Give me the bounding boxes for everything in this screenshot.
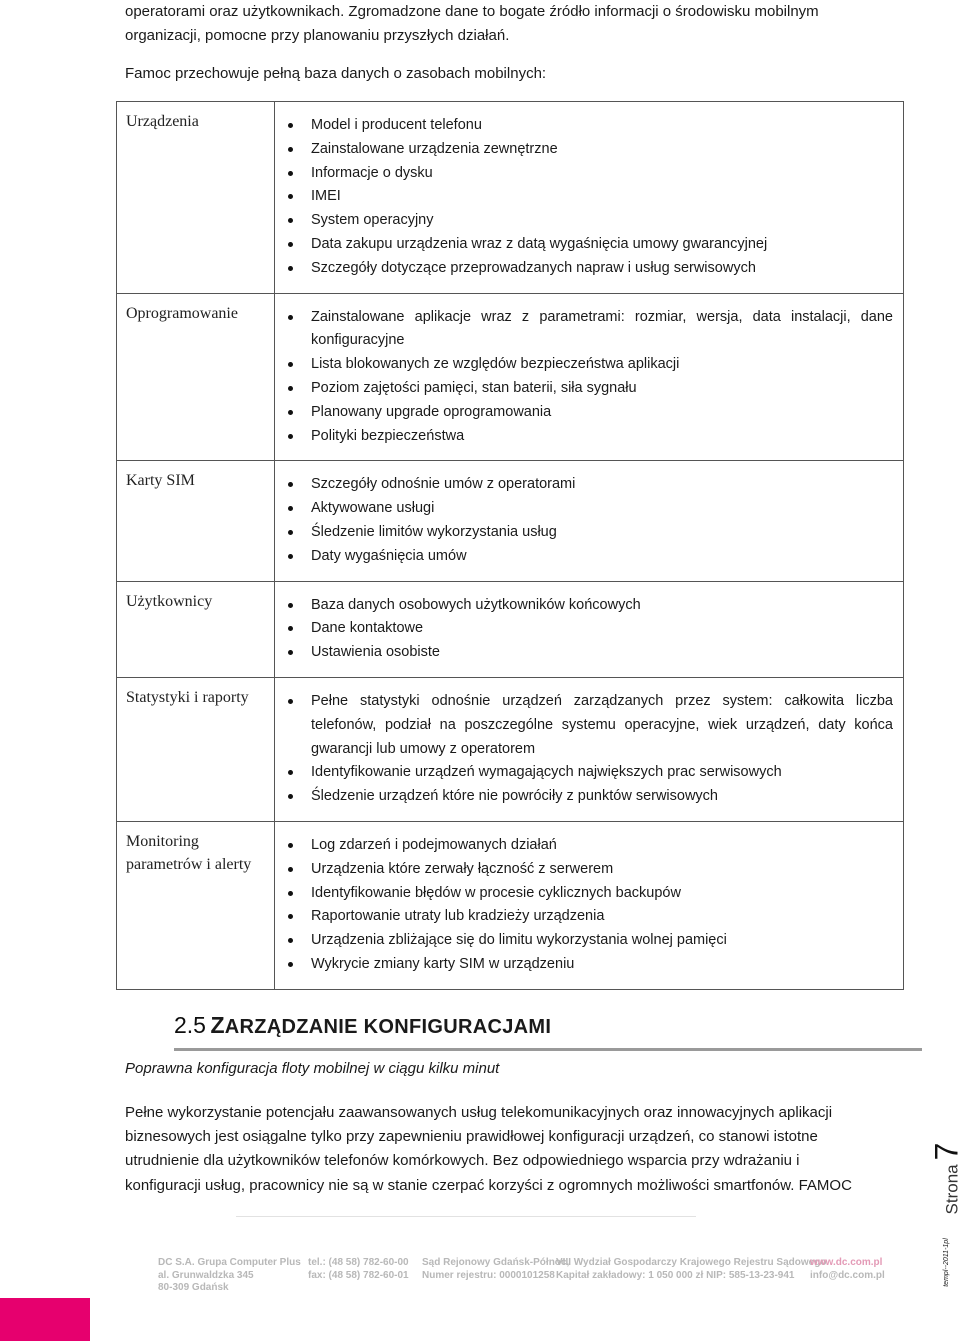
footer-website-link[interactable]: www.dc.com.pl bbox=[810, 1257, 883, 1268]
footer-court-line: Numer rejestru: 0000101258 bbox=[422, 1269, 555, 1281]
list-item: Szczegóły dotyczące przeprowadzanych napraw i usług serwisowych bbox=[311, 257, 893, 281]
section-title bbox=[210, 1012, 552, 1038]
asset-items-cell bbox=[275, 821, 904, 989]
list-item: Urządzenia zbliżające się do limitu wykorzystania wolnej pamięci bbox=[311, 929, 893, 953]
list-item: Baza danych osobowych użytkowników końcowych bbox=[311, 594, 893, 618]
template-code bbox=[936, 1236, 956, 1288]
asset-items-list bbox=[275, 594, 893, 665]
page-number-block bbox=[929, 1138, 965, 1218]
assets-table-row bbox=[117, 581, 904, 677]
footer-company-line: DC S.A. Grupa Computer Plus bbox=[158, 1257, 301, 1268]
list-item: Szczegóły odnośnie umów z operatorami bbox=[311, 473, 893, 497]
list-item: Planowany upgrade oprogramowania bbox=[311, 401, 893, 425]
footer-registry-line: VIII Wydział Gospodarczy Krajowego Rejestru Sądowego bbox=[556, 1257, 827, 1268]
list-item: Identyfikowanie błędów w procesie cyklicznych backupów bbox=[311, 882, 893, 906]
asset-items-cell bbox=[275, 677, 904, 821]
footer-registry bbox=[556, 1257, 826, 1282]
footer-web bbox=[810, 1257, 885, 1282]
assets-table-row bbox=[117, 293, 904, 461]
assets-table-row bbox=[117, 102, 904, 294]
list-item: Raportowanie utraty lub kradzieży urządzenia bbox=[311, 905, 893, 929]
heading-rule bbox=[174, 1048, 922, 1051]
asset-category: Oprogramowanie bbox=[117, 293, 275, 461]
list-item: Lista blokowanych ze względów bezpieczeństwa aplikacji bbox=[311, 353, 893, 377]
list-item: Polityki bezpieczeństwa bbox=[311, 425, 893, 449]
list-item: Śledzenie limitów wykorzystania usług bbox=[311, 521, 893, 545]
section-subtitle: Poprawna konfiguracja floty mobilnej w ciągu kilku minut bbox=[125, 1060, 500, 1077]
brand-accent-block bbox=[0, 1298, 90, 1341]
section-number: 2.5 bbox=[174, 1012, 206, 1038]
list-item: Identyfikowanie urządzeń wymagających największych prac serwisowych bbox=[311, 761, 893, 785]
famoc-intro: Famoc przechowuje pełną baza danych o zasobach mobilnych: bbox=[125, 65, 547, 82]
footer-court-line: Sąd Rejonowy Gdańsk-Północ, bbox=[422, 1257, 570, 1268]
list-item: Log zdarzeń i podejmowanych działań bbox=[311, 834, 893, 858]
asset-items-list bbox=[275, 114, 893, 281]
footer-phones bbox=[308, 1257, 409, 1282]
asset-category: Statystyki i raporty bbox=[117, 677, 275, 821]
footer-fax: fax: (48 58) 782-60-01 bbox=[308, 1269, 409, 1281]
footer-company-line: al. Grunwaldzka 345 bbox=[158, 1269, 254, 1281]
mobile-assets-table bbox=[116, 101, 904, 990]
assets-table-row bbox=[117, 677, 904, 821]
assets-table-body bbox=[117, 102, 904, 990]
list-item: Poziom zajętości pamięci, stan baterii, siła sygnału bbox=[311, 377, 893, 401]
asset-items-list bbox=[275, 306, 893, 449]
section-title-initial: Z bbox=[210, 1012, 225, 1038]
assets-table-row bbox=[117, 821, 904, 989]
asset-items-cell bbox=[275, 293, 904, 461]
footer-phone: tel.: (48 58) 782-60-00 bbox=[308, 1257, 409, 1268]
section-heading bbox=[174, 1012, 551, 1039]
list-item: Aktywowane usługi bbox=[311, 497, 893, 521]
asset-category: Użytkownicy bbox=[117, 581, 275, 677]
footer-rule bbox=[236, 1216, 696, 1217]
footer-registry-line: Kapitał zakładowy: 1 050 000 zł NIP: 585-13-23-941 bbox=[556, 1269, 795, 1281]
list-item: Wykrycie zmiany karty SIM w urządzeniu bbox=[311, 953, 893, 977]
asset-category: Urządzenia bbox=[117, 102, 275, 294]
list-item: Pełne statystyki odnośnie urządzeń zarządzanych przez system: całkowita liczba telefonów, podział na poszczególne systemu operacyjne, wiek urządzeń, daty końca gwarancji lub umowy z operatorem bbox=[311, 690, 893, 761]
list-item: System operacyjny bbox=[311, 209, 893, 233]
list-item: Zainstalowane urządzenia zewnętrzne bbox=[311, 138, 893, 162]
asset-items-list bbox=[275, 473, 893, 568]
asset-items-list bbox=[275, 690, 893, 809]
list-item: Ustawienia osobiste bbox=[311, 641, 893, 665]
list-item: Śledzenie urządzeń które nie powróciły z punktów serwisowych bbox=[311, 785, 893, 809]
page-label: Strona bbox=[942, 1163, 962, 1214]
list-item: Informacje o dysku bbox=[311, 162, 893, 186]
footer-company-line: 80-309 Gdańsk bbox=[158, 1282, 229, 1293]
asset-category: Karty SIM bbox=[117, 461, 275, 581]
assets-table-row bbox=[117, 461, 904, 581]
intro-line-1: operatorami oraz użytkownikach. Zgromadzone dane to bogate źródło informacji o środowisku mobilnym bbox=[125, 3, 819, 20]
list-item: Data zakupu urządzenia wraz z datą wygaśnięcia umowy gwarancyjnej bbox=[311, 233, 893, 257]
footer-email-link[interactable]: info@dc.com.pl bbox=[810, 1269, 885, 1281]
list-item: Daty wygaśnięcia umów bbox=[311, 545, 893, 569]
page-number: 7 bbox=[928, 1142, 965, 1160]
section-paragraph: Pełne wykorzystanie potencjału zaawansowanych usług telekomunikacyjnych oraz innowacyjnych aplikacji biznesowych jest osiągalne tylko przy zapewnieniu prawidłowej konfiguracji urządzeń, co stanowi istotne utrudnienie dla użytkowników telefonów komórkowych. Bez odpowiedniego wsparcia przy wdrażaniu i konfiguracji usług, pracownicy nie są w stanie czerpać korzyści z ogromnych możliwości smartfonów. FAMOC bbox=[125, 1104, 852, 1194]
template-code-text: templ--2011-1pl bbox=[942, 1237, 950, 1287]
intro-line-2: organizacji, pomocne przy planowaniu przyszłych działań. bbox=[125, 27, 510, 44]
list-item: Dane kontaktowe bbox=[311, 617, 893, 641]
list-item: IMEI bbox=[311, 185, 893, 209]
intro-paragraph bbox=[125, 0, 885, 48]
footer-company bbox=[158, 1257, 301, 1295]
asset-items-cell bbox=[275, 102, 904, 294]
asset-category: Monitoring parametrów i alerty bbox=[117, 821, 275, 989]
section-title-rest: ARZĄDZANIE KONFIGURACJAMI bbox=[224, 1016, 552, 1038]
asset-items-cell bbox=[275, 461, 904, 581]
asset-items-cell bbox=[275, 581, 904, 677]
list-item: Zainstalowane aplikacje wraz z parametrami: rozmiar, wersja, data instalacji, dane konfiguracyjne bbox=[311, 306, 893, 354]
asset-items-list bbox=[275, 834, 893, 977]
footer-court bbox=[422, 1257, 569, 1282]
list-item: Model i producent telefonu bbox=[311, 114, 893, 138]
list-item: Urządzenia które zerwały łączność z serwerem bbox=[311, 858, 893, 882]
